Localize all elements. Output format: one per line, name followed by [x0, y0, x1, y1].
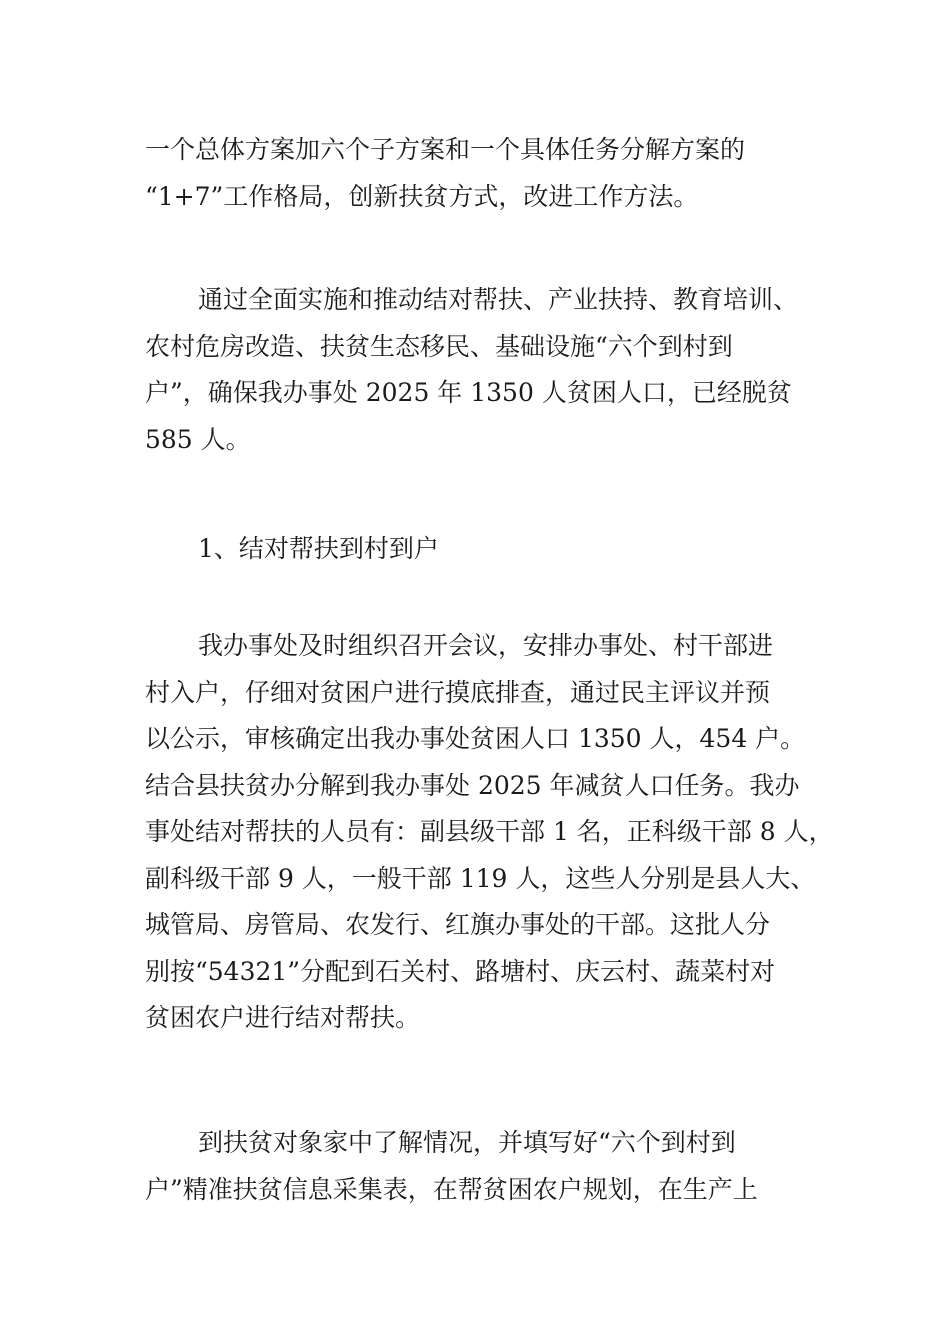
text-line: 城管局、房管局、农发行、红旗办事处的干部。这批人分 [145, 910, 771, 939]
text-line: 户”精准扶贫信息采集表，在帮贫困农户规划，在生产上 [145, 1174, 758, 1204]
text-line: 村入户，仔细对贫困户进行摸底排查，通过民主评议并预 [145, 677, 771, 707]
text-line: 以公示，审核确定出我办事处贫困人口 1350 人，454 户。 [145, 724, 806, 753]
text-line: 贫困农户进行结对帮扶。 [145, 1003, 421, 1032]
text-line: 通过全面实施和推动结对帮扶、产业扶持、教育培训、 [198, 285, 799, 314]
text-line: 户”，确保我办事处 2025 年 1350 人贫困人口，已经脱贫 [145, 378, 792, 407]
text-line: 别按“54321”分配到石关村、路塘村、庆云村、蔬菜村对 [145, 956, 776, 986]
heading-line: 1、结对帮扶到村到户 [198, 534, 439, 563]
text-line: 585 人。 [145, 424, 251, 454]
text-line: 我办事处及时组织召开会议，安排办事处、村干部进 [198, 631, 774, 660]
paragraph-household-visits [145, 1120, 815, 1213]
paragraph-pairing-assistance [145, 623, 834, 1042]
text-line: 到扶贫对象家中了解情况，并填写好“六个到村到 [198, 1128, 736, 1157]
text-line: 事处结对帮扶的人员有：副县级干部 1 名，正科级干部 8 人， [145, 817, 834, 846]
text-line: 农村危房改造、扶贫生态移民、基础设施“六个到村到 [145, 331, 733, 361]
text-line: 副科级干部 9 人，一般干部 119 人，这些人分别是县人大、 [145, 863, 816, 893]
section-heading [145, 526, 815, 573]
paragraph-six-to-village [145, 277, 815, 463]
text-line: 一个总体方案加六个子方案和一个具体任务分解方案的 [145, 135, 746, 164]
paragraph-work-pattern [145, 127, 815, 220]
text-line: 结合县扶贫办分解到我办事处 2025 年减贫人口任务。我办 [145, 770, 800, 800]
text-line: “1+7”工作格局，创新扶贫方式，改进工作方法。 [145, 181, 699, 211]
